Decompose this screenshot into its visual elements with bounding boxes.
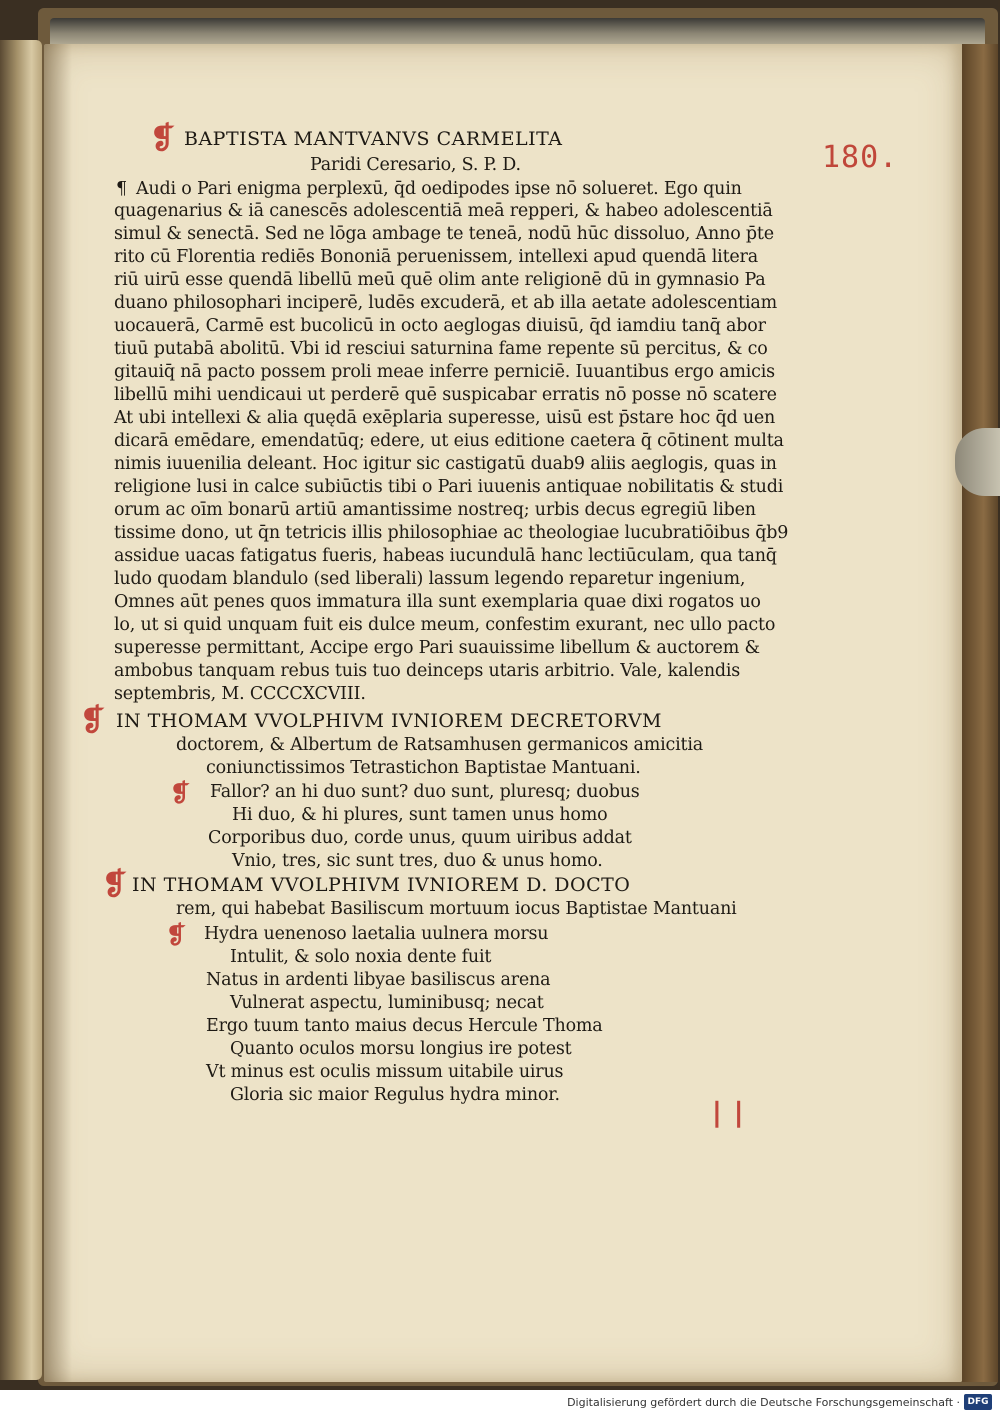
letter-line: riū uirū esse quendā libellū meū quē olim ante religionē dū in gymnasio Pa <box>114 270 766 290</box>
folio-number: 180. <box>822 140 899 175</box>
verse-line: Hydra uenenoso laetalia uulnera morsu <box>204 924 549 944</box>
verse-line: Natus in ardenti libyae basiliscus arena <box>206 970 551 990</box>
letter-line: septembris, M. CCCCXCVIII. <box>114 684 366 704</box>
letter-line: gitauiq̄ nā pacto possem proli meae inferre perniciē. Iuuantibus ergo amicis <box>114 362 775 382</box>
letter-line: lo, ut si quid unquam fuit eis dulce meum, confestim exurant, nec ullo pacto <box>114 615 776 635</box>
letter-line: dicarā emēdare, emendatūq; edere, ut eius editione caetera q̄ cōtinent multa <box>114 431 784 451</box>
letter-line: simul & senectā. Sed ne lōga ambage te teneā, nodū hūc dissoluo, Anno p̄te <box>114 224 774 244</box>
letter-line: tiuū putabā abolitū. Vbi id resciui saturnina fame repente sū percitus, & co <box>114 339 768 359</box>
letter-line: superesse permittant, Accipe ergo Pari suauissime libellum & auctorem & <box>114 638 760 658</box>
verse-line: Vulnerat aspectu, luminibusq; necat <box>230 993 544 1013</box>
rubric-paragraph-mark: ❡ <box>150 121 176 156</box>
letter-line: nimis iuuenilia deleant. Hoc igitur sic castigatū duab9 aliis aeglogis, quas in <box>114 454 777 474</box>
verse-line: Quanto oculos morsu longius ire potest <box>230 1039 572 1059</box>
verse-line: Fallor? an hi duo sunt? duo sunt, pluresq; duobus <box>210 782 640 802</box>
book-clasp <box>955 428 1000 496</box>
letter-line: rito cū Florentia rediēs Bononiā peruenissem, intellexi apud quendā litera <box>114 247 758 267</box>
letter-line: religione lusi in calce subiūctis tibi o Pari iuuenis antiquae nobilitatis & studi <box>114 477 784 497</box>
left-page-edge <box>0 40 42 1380</box>
letter-line: quagenarius & iā canescēs adolescentiā meā repperi, & habeo adolescentiā <box>114 201 773 221</box>
section2-title: IN THOMAM VVOLPHIVM IVNIOREM D. DOCTO <box>132 874 631 896</box>
rubric-paragraph-mark: ❘❘ <box>706 1098 750 1128</box>
letter-line: ambobus tanquam rebus tuis tuo deinceps utaris arbitrio. Vale, kalendis <box>114 661 741 681</box>
page-gutter <box>44 44 72 1382</box>
letter-line: At ubi intellexi & alia quędā exēplaria superesse, uisū est p̄stare hoc q̄d uen <box>114 408 776 428</box>
heading-subtitle: Paridi Ceresario, S. P. D. <box>310 155 521 175</box>
section1-title: IN THOMAM VVOLPHIVM IVNIOREM DECRETORVM <box>116 710 663 732</box>
rubric-paragraph-mark: ❡ <box>170 778 191 807</box>
verse-line: Vt minus est oculis missum uitabile uirus <box>206 1062 564 1082</box>
footer-credit: Digitalisierung gefördert durch die Deutsche Forschungsgemeinschaft · <box>567 1396 960 1409</box>
dfg-logo: DFG <box>964 1394 992 1410</box>
section1-line: doctorem, & Albertum de Ratsamhusen germanicos amicitia <box>176 735 703 755</box>
rubric-paragraph-mark: ❡ <box>80 703 106 738</box>
letter-line: Omnes aūt penes quos immatura illa sunt exemplaria quae dixi rogatos uo <box>114 592 761 612</box>
letter-line: ludo quodam blandulo (sed liberali) lassum legendo reparetur ingenium, <box>114 569 746 589</box>
letter-line: uocauerā, Carmē est bucolicū in octo aeglogas diuisū, q̄d iamdiu tanq̄ abor <box>114 316 766 336</box>
verse-line: Gloria sic maior Regulus hydra minor. <box>230 1085 560 1105</box>
rubric-paragraph-mark: ❡ <box>102 867 128 902</box>
letter-line: orum ac oīm bonarū artiū amantissime nostreq; urbis decus egregiū liben <box>114 500 756 520</box>
section2-line: rem, qui habebat Basiliscum mortuum iocus Baptistae Mantuani <box>176 899 737 919</box>
footer-bar <box>0 1390 1000 1416</box>
verse-line: Corporibus duo, corde unus, quum uiribus addat <box>208 828 632 848</box>
letter-line: tissime dono, ut q̄n tetricis illis philosophiae ac theologiae lucubratiōibus q̄b9 <box>114 523 789 543</box>
heading-title: BAPTISTA MANTVANVS CARMELITA <box>184 128 563 150</box>
pilcrow-icon: ¶ <box>116 179 127 199</box>
verse-line: Hi duo, & hi plures, sunt tamen unus homo <box>232 805 608 825</box>
rubric-paragraph-mark: ❡ <box>166 920 187 949</box>
letter-line: libellū mihi uendicaui ut perderē quē suspicabar erratis nō posse nō scatere <box>114 385 777 405</box>
section1-line: coniunctissimos Tetrastichon Baptistae Mantuani. <box>206 758 641 778</box>
letter-line: duano philosophari inciperē, ludēs excuderā, et ab illa aetate adolescentiam <box>114 293 777 313</box>
letter-line: assidue uacas fatigatus fueris, habeas iucundulā hanc lectiūculam, qua tanq̄ <box>114 546 777 566</box>
book-right-edge <box>962 44 998 1382</box>
letter-line: Audi o Pari enigma perplexū, q̄d oedipodes ipse nō solueret. Ego quin <box>136 179 742 199</box>
verse-line: Vnio, tres, sic sunt tres, duo & unus homo. <box>232 851 603 871</box>
verse-line: Intulit, & solo noxia dente fuit <box>230 947 492 967</box>
verse-line: Ergo tuum tanto maius decus Hercule Thoma <box>206 1016 603 1036</box>
